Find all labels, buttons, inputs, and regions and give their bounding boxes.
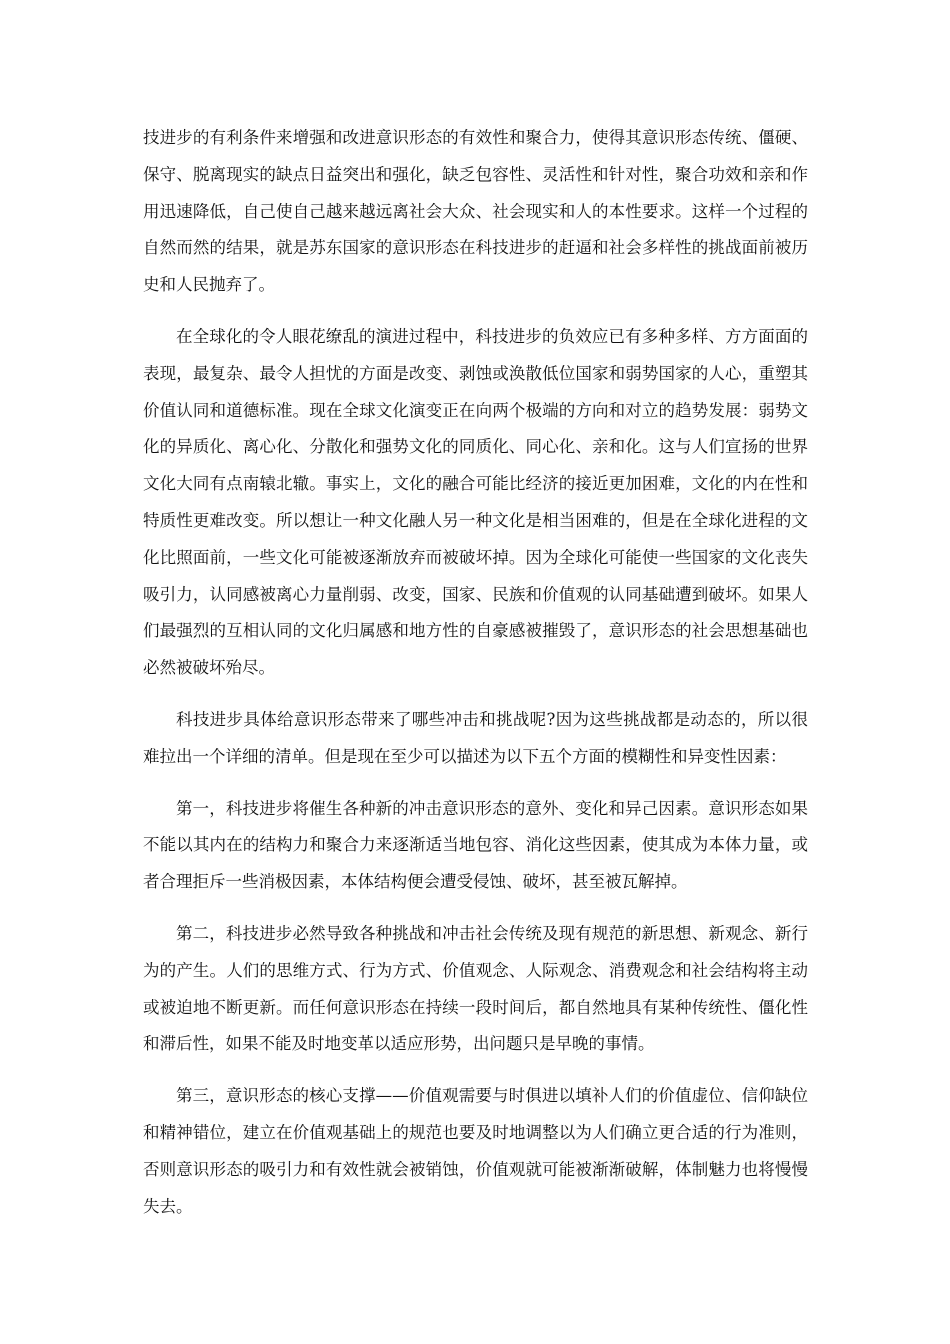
paragraph-2: 在全球化的令人眼花缭乱的演进过程中，科技进步的负效应已有多种多样、方方面面的表现，最复杂、最令人担忧的方面是改变、剥蚀或涣散低位国家和弱势国家的人心，重塑其价值认同和道德标准。现在全球文化演变正在向两个极端的方向和对立的趋势发展：弱势文化的异质化、离心化、分散化和强势文化的同质化、同心化、亲和化。这与人们宣扬的世界文化大同有点南辕北辙。事实上，文化的融合可能比经济的接近更加困难，文化的内在性和特质性更难改变。所以想让一种文化融人另一种文化是相当困难的，但是在全球化进程的文化比照面前，一些文化可能被逐渐放弃而被破坏掉。因为全球化可能使一些国家的文化丧失吸引力，认同感被离心力量削弱、改变，国家、民族和价值观的认同基础遭到破坏。如果人们最强烈的互相认同的文化归属感和地方性的自豪感被摧毁了，意识形态的社会思想基础也必然被破坏殆尽。 — [143, 326, 808, 678]
paragraph-1: 技进步的有利条件来增强和改进意识形态的有效性和聚合力，使得其意识形态传统、僵硬、保守、脱离现实的缺点日益突出和强化，缺乏包容性、灵活性和针对性，聚合功效和亲和作用迅速降低，自己使自己越来越远离社会大众、社会现实和人的本性要求。这样一个过程的自然而然的结果，就是苏东国家的意识形态在科技进步的赶逼和社会多样性的挑战面前被历史和人民抛弃了。 — [143, 128, 808, 295]
paragraph-6: 第三，意识形态的核心支撑——价值观需要与时俱进以填补人们的价值虚位、信仰缺位和精神错位，建立在价值观基础上的规范也要及时地调整以为人们确立更合适的行为准则，否则意识形态的吸引力和有效性就会被销蚀，价值观就可能被渐渐破解，体制魅力也将慢慢失去。 — [143, 1086, 808, 1216]
document-body — [143, 120, 808, 1240]
paragraph-4: 第一，科技进步将催生各种新的冲击意识形态的意外、变化和异己因素。意识形态如果不能以其内在的结构力和聚合力来逐渐适当地包容、消化这些因素，使其成为本体力量，或者合理拒斥一些消极因素，本体结构便会遭受侵蚀、破坏，甚至被瓦解掉。 — [143, 798, 808, 892]
paragraph-3: 科技进步具体给意识形态带来了哪些冲击和挑战呢?因为这些挑战都是动态的，所以很难拉出一个详细的清单。但是现在至少可以描述为以下五个方面的模糊性和异变性因素： — [143, 709, 808, 766]
paragraph-5: 第二，科技进步必然导致各种挑战和冲击社会传统及现有规范的新思想、新观念、新行为的产生。人们的思维方式、行为方式、价值观念、人际观念、消费观念和社会结构将主动或被迫地不断更新。而任何意识形态在持续一段时间后，都自然地具有某种传统性、僵化性和滞后性，如果不能及时地变革以适应形势，出问题只是早晚的事情。 — [143, 923, 808, 1054]
